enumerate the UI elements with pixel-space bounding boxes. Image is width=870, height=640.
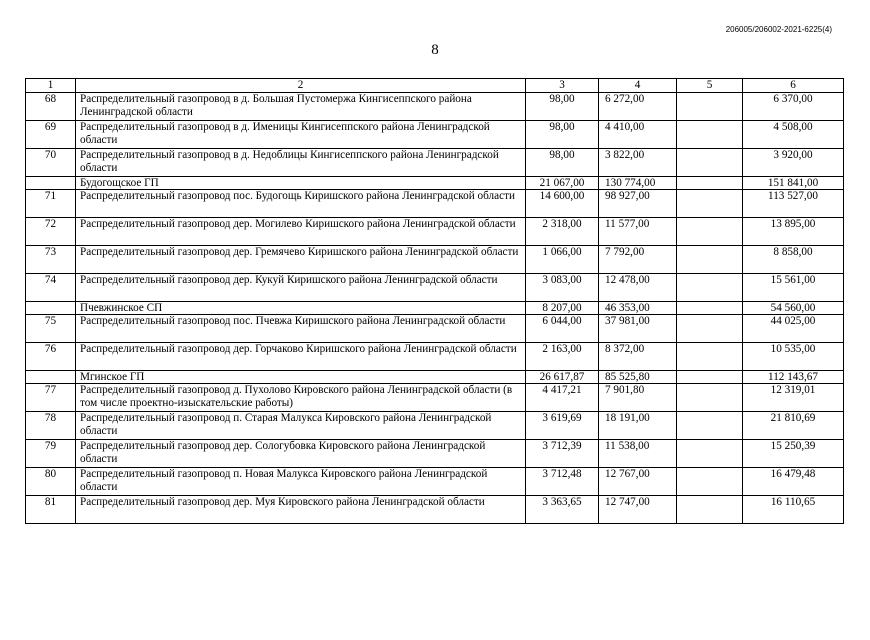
row-value-col5-cell [677,343,743,371]
row-name-cell: Распределительный газопровод пос. Будогощь Киришского района Ленинградской области [76,190,526,218]
row-value-col3-cell: 2 318,00 [526,218,599,246]
row-number-cell: 74 [26,274,76,302]
row-value-col5-cell [677,218,743,246]
row-value-col5-cell [677,149,743,177]
row-value-col4-cell: 11 538,00 [599,440,677,468]
row-number-cell: 80 [26,468,76,496]
row-value-col4-cell: 12 767,00 [599,468,677,496]
row-value-col3-cell: 3 363,65 [526,496,599,524]
table-row [26,246,844,274]
table-subtotal-row [26,302,844,315]
row-value-col4-cell: 11 577,00 [599,218,677,246]
row-number-cell: 79 [26,440,76,468]
row-number-cell: 70 [26,149,76,177]
row-total-col6-cell: 13 895,00 [743,218,844,246]
row-number-cell: 77 [26,384,76,412]
header-cell-3: 3 [526,79,599,93]
row-value-col5-cell [677,315,743,343]
row-number-cell [26,371,76,384]
row-number-cell: 76 [26,343,76,371]
row-value-col5-cell [677,496,743,524]
row-name-cell: Распределительный газопровод дер. Горчаково Киришского района Ленинградской области [76,343,526,371]
row-value-col3-cell: 3 619,69 [526,412,599,440]
row-name-cell: Распределительный газопровод в д. Именицы Кингисеппского района Ленинградской области [76,121,526,149]
table-row [26,315,844,343]
row-total-col6-cell: 54 560,00 [743,302,844,315]
table-row [26,121,844,149]
row-total-col6-cell: 15 561,00 [743,274,844,302]
header-cell-5: 5 [677,79,743,93]
row-total-col6-cell: 10 535,00 [743,343,844,371]
row-name-cell: Распределительный газопровод д. Пухолово Кировского района Ленинградской области (в том числе проектно-изыскательские работы) [76,384,526,412]
row-total-col6-cell: 3 920,00 [743,149,844,177]
row-value-col3-cell: 4 417,21 [526,384,599,412]
data-table [25,78,844,524]
row-value-col5-cell [677,468,743,496]
row-name-cell: Распределительный газопровод дер. Кукуй Киришского района Ленинградской области [76,274,526,302]
row-value-col3-cell: 3 712,48 [526,468,599,496]
row-value-col3-cell: 6 044,00 [526,315,599,343]
header-cell-2: 2 [76,79,526,93]
header-cell-1: 1 [26,79,76,93]
table-row [26,384,844,412]
row-total-col6-cell: 44 025,00 [743,315,844,343]
row-value-col3-cell: 3 712,39 [526,440,599,468]
row-name-cell: Мгинское ГП [76,371,526,384]
row-number-cell: 81 [26,496,76,524]
row-number-cell [26,302,76,315]
row-name-cell: Пчевжинское СП [76,302,526,315]
row-number-cell: 68 [26,93,76,121]
row-value-col5-cell [677,371,743,384]
row-value-col5-cell [677,412,743,440]
row-total-col6-cell: 15 250,39 [743,440,844,468]
row-value-col3-cell: 1 066,00 [526,246,599,274]
row-name-cell: Распределительный газопровод в д. Большая Пустомержа Кингисеппского района Ленинградской области [76,93,526,121]
row-value-col4-cell: 3 822,00 [599,149,677,177]
row-name-cell: Распределительный газопровод дер. Муя Кировского района Ленинградской области [76,496,526,524]
row-name-cell: Распределительный газопровод в д. Недоблицы Кингисеппского района Ленинградской области [76,149,526,177]
row-total-col6-cell: 112 143,67 [743,371,844,384]
row-name-cell: Распределительный газопровод дер. Сологубовка Кировского района Ленинградской области [76,440,526,468]
table-row [26,218,844,246]
row-value-col4-cell: 4 410,00 [599,121,677,149]
table-subtotal-row [26,371,844,384]
table-row [26,440,844,468]
row-value-col3-cell: 8 207,00 [526,302,599,315]
row-value-col5-cell [677,274,743,302]
row-value-col3-cell: 98,00 [526,93,599,121]
row-value-col4-cell: 18 191,00 [599,412,677,440]
row-total-col6-cell: 151 841,00 [743,177,844,190]
row-value-col3-cell: 2 163,00 [526,343,599,371]
row-value-col4-cell: 85 525,80 [599,371,677,384]
table-header-row [26,79,844,93]
row-total-col6-cell: 12 319,01 [743,384,844,412]
page-number: 8 [431,42,439,58]
row-value-col5-cell [677,121,743,149]
row-value-col5-cell [677,246,743,274]
document-code: 206005/206002-2021-6225(4) [725,25,832,34]
header-cell-4: 4 [599,79,677,93]
row-value-col5-cell [677,440,743,468]
table-subtotal-row [26,177,844,190]
row-total-col6-cell: 8 858,00 [743,246,844,274]
row-value-col3-cell: 98,00 [526,149,599,177]
row-name-cell: Распределительный газопровод п. Новая Малукса Кировского района Ленинградской области [76,468,526,496]
row-value-col5-cell [677,190,743,218]
row-name-cell: Распределительный газопровод дер. Могилево Киришского района Ленинградской области [76,218,526,246]
row-value-col4-cell: 12 478,00 [599,274,677,302]
table-row [26,496,844,524]
row-value-col3-cell: 3 083,00 [526,274,599,302]
table-row [26,93,844,121]
row-value-col4-cell: 12 747,00 [599,496,677,524]
row-value-col5-cell [677,302,743,315]
table-row [26,190,844,218]
row-value-col4-cell: 46 353,00 [599,302,677,315]
row-number-cell: 71 [26,190,76,218]
row-value-col4-cell: 130 774,00 [599,177,677,190]
row-name-cell: Распределительный газопровод пос. Пчевжа Киришского района Ленинградской области [76,315,526,343]
table-row [26,343,844,371]
row-total-col6-cell: 6 370,00 [743,93,844,121]
row-value-col4-cell: 7 901,80 [599,384,677,412]
row-value-col4-cell: 98 927,00 [599,190,677,218]
row-name-cell: Будогощское ГП [76,177,526,190]
row-number-cell: 72 [26,218,76,246]
row-number-cell: 73 [26,246,76,274]
row-number-cell: 75 [26,315,76,343]
table-body [26,79,844,524]
row-number-cell: 69 [26,121,76,149]
row-value-col3-cell: 14 600,00 [526,190,599,218]
row-value-col5-cell [677,93,743,121]
header-cell-6: 6 [743,79,844,93]
row-number-cell [26,177,76,190]
table-row [26,149,844,177]
row-value-col5-cell [677,384,743,412]
table-row [26,468,844,496]
row-value-col3-cell: 98,00 [526,121,599,149]
row-total-col6-cell: 113 527,00 [743,190,844,218]
table-row [26,274,844,302]
row-value-col4-cell: 37 981,00 [599,315,677,343]
row-total-col6-cell: 4 508,00 [743,121,844,149]
row-value-col3-cell: 26 617,87 [526,371,599,384]
row-total-col6-cell: 21 810,69 [743,412,844,440]
row-value-col3-cell: 21 067,00 [526,177,599,190]
row-value-col5-cell [677,177,743,190]
row-number-cell: 78 [26,412,76,440]
row-value-col4-cell: 7 792,00 [599,246,677,274]
table-row [26,412,844,440]
row-value-col4-cell: 6 272,00 [599,93,677,121]
row-total-col6-cell: 16 110,65 [743,496,844,524]
row-name-cell: Распределительный газопровод дер. Гремячево Киришского района Ленинградской области [76,246,526,274]
row-value-col4-cell: 8 372,00 [599,343,677,371]
row-total-col6-cell: 16 479,48 [743,468,844,496]
row-name-cell: Распределительный газопровод п. Старая Малукса Кировского района Ленинградской области [76,412,526,440]
